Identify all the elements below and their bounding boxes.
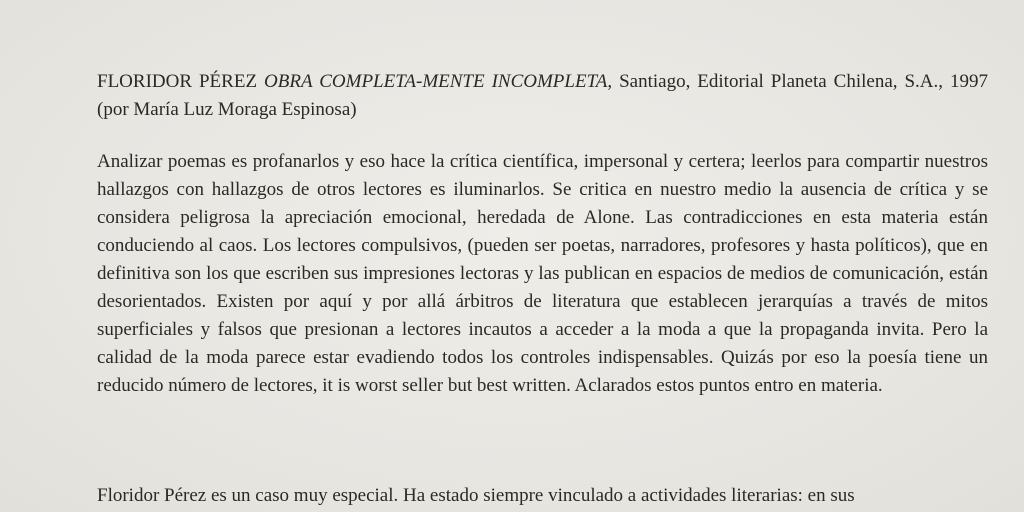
book-title: OBRA COMPLETA-MENTE INCOMPLETA xyxy=(264,71,608,92)
publication-details: , Santiago, Editorial Planeta Chilena, S.A., 1997 (por María Luz Moraga Espinosa) xyxy=(97,71,989,120)
review-heading xyxy=(97,68,988,124)
paragraph-author-profile: Floridor Pérez es un caso muy especial. Ha estado siempre vinculado a actividades literarias: en sus xyxy=(97,485,855,506)
book-author: FLORIDOR PÉREZ xyxy=(97,71,258,92)
paragraph-intro: Analizar poemas es profanarlos y eso hace la crítica científica, impersonal y certera; leerlos para compartir nuestros hallazgos con hallazgos de otros lectores es iluminarlos. Se critica en nuestro medio la ausencia de crítica y se considera peligrosa la apreciación emocional, heredada de Alone. Las contradicciones en esta materia están conduciendo al caos. Los lectores compulsivos, (pueden ser poetas, narradores, profesores y hasta políticos), que en definitiva son los que escriben sus impresiones lectoras y las publican en espacios de medios de comunicación, están desorientados. Existen por aquí y por allá árbitros de literatura que establecen jerarquías a través de mitos superficiales y falsos que presionan a lectores incautos a acceder a la moda a que la propaganda invita. Pero la calidad de la moda parece estar evadiendo todos los controles indispensables. Quizás por eso la poesía tiene un reducido número de lectores, it is worst seller but best written. Aclarados estos puntos entro en materia. xyxy=(97,151,988,396)
